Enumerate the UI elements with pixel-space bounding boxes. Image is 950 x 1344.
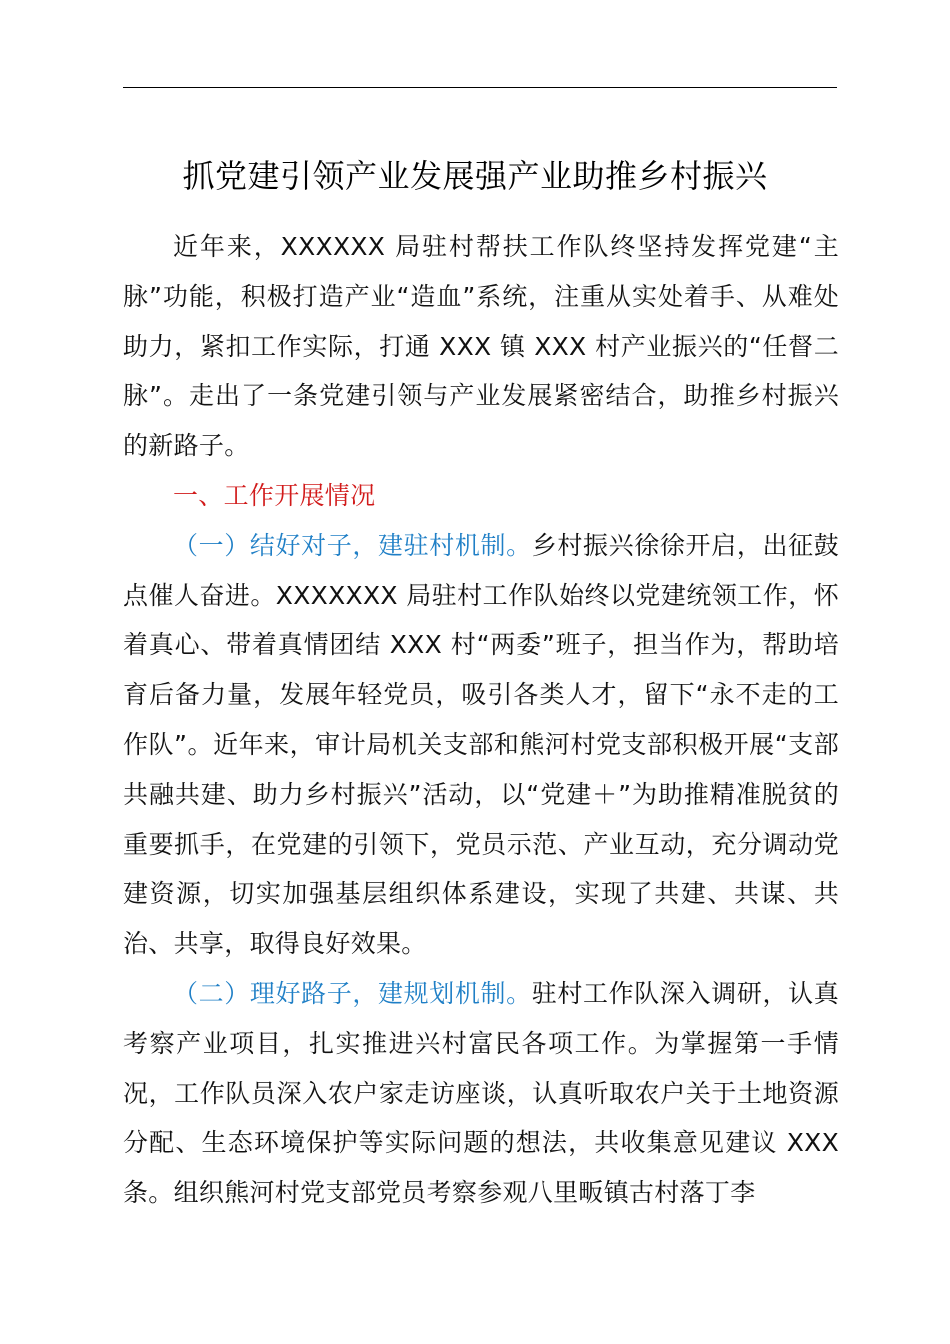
subsection-1-label: （一）结好对子，建驻村机制。 — [173, 530, 532, 560]
intro-paragraph: 近年来，XXXXXX 局驻村帮扶工作队终坚持发挥党建“主脉”功能，积极打造产业“造血”系统，注重从实处着手、从难处助力，紧扣工作实际，打通 XXX 镇 XXX 村产业振兴的“任督二脉”。走出了一条党建引领与产业发展紧密结合，助推乡村振兴的新路子。 — [123, 232, 839, 461]
subsection-paragraph-2 — [123, 969, 839, 1218]
subsection-1-text: 乡村振兴徐徐开启，出征鼓点催人奋进。XXXXXXX 局驻村工作队始终以党建统领工作，怀着真心、带着真情团结 XXX 村“两委”班子，担当作为，帮助培育后备力量，发展年轻党员，吸引各类人才，留下“永不走的工作队”。近年来，审计局机关支部和熊河村党支部积极开展“支部共融共建、助力乡村振兴”活动，以“党建＋”为助推精准脱贫的重要抓手，在党建的引领下，党员示范、产业互动，充分调动党建资源，切实加强基层组织体系建设，实现了共建、共谋、共治、共享，取得良好效果。 — [123, 530, 840, 959]
subsection-2-text: 驻村工作队深入调研，认真考察产业项目，扎实推进兴村富民各项工作。为掌握第一手情况，工作队员深入农户家走访座谈，认真听取农户关于土地资源分配、生态环境保护等实际问题的想法，共收集意见建议 XXX 条。组织熊河村党支部党员考察参观八里畈镇古村落丁李 — [123, 978, 840, 1208]
header-rule — [123, 87, 837, 88]
document-title: 抓党建引领产业发展强产业助推乡村振兴 — [182, 157, 768, 195]
subsection-2-label: （二）理好路子，建规划机制。 — [173, 978, 532, 1008]
section-heading-text: 一、工作开展情况 — [173, 480, 376, 510]
document-body — [123, 222, 839, 1218]
section-heading — [123, 471, 839, 521]
subsection-paragraph-1 — [123, 521, 839, 969]
